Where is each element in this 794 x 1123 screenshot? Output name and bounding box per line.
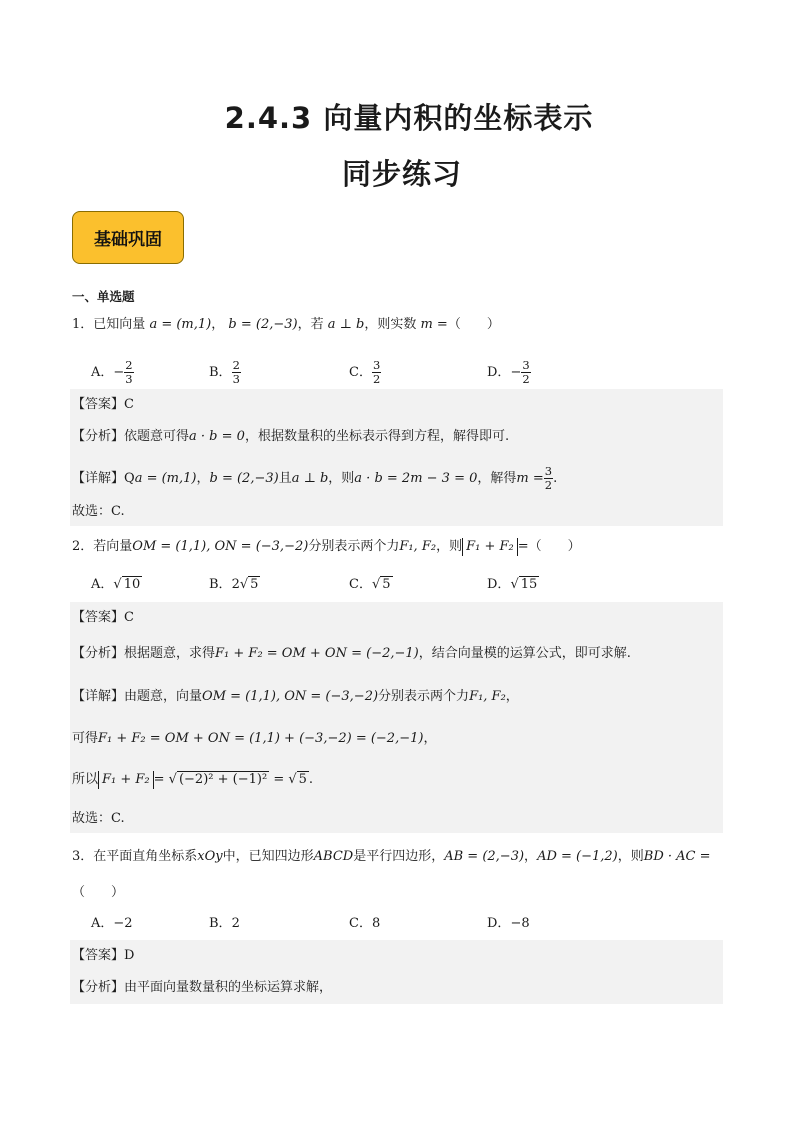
analysis-text: 由平面向量数量积的坐标运算求解，: [124, 980, 333, 995]
option-value: −8: [510, 916, 530, 931]
option-d[interactable]: D．√ 15: [487, 577, 538, 592]
detail-text: 所以: [72, 772, 99, 787]
option-label: A．: [91, 365, 114, 380]
radicand: 5: [298, 772, 307, 787]
question-text: 若向量: [93, 539, 133, 554]
analysis-line: [72, 979, 332, 997]
analysis-tag: 【分析】: [72, 980, 125, 995]
page-subtitle: 同步练习: [341, 157, 462, 191]
denominator: 2: [544, 478, 553, 492]
numerator: 2: [125, 358, 133, 372]
question-text: 是平行四边形，: [353, 849, 445, 864]
math-expr: a = (m,1): [149, 317, 212, 332]
detail-text: ，则: [328, 471, 355, 486]
section-heading: 一、单选题: [72, 289, 135, 304]
answer-tag: 【答案】: [72, 610, 125, 625]
abs-expr: F₁ + F₂: [462, 538, 518, 556]
question-text: 中，已知四边形: [222, 849, 314, 864]
option-label: D．: [487, 365, 511, 380]
option-c[interactable]: C．√ 5: [349, 577, 391, 592]
analysis-text: ，根据数量积的坐标表示得到方程，解得即可.: [244, 429, 510, 444]
question-text: （ ）: [528, 539, 581, 554]
detail-text: ，: [196, 471, 210, 486]
option-c[interactable]: [349, 915, 380, 933]
detail-line: [72, 730, 436, 748]
detail-text: .: [553, 471, 558, 486]
detail-text: ，: [423, 731, 437, 746]
detail-text: 且: [278, 471, 292, 486]
analysis-text: 依题意可得: [124, 429, 190, 444]
numerator: 2: [232, 358, 240, 372]
detail-text: ，解得: [477, 471, 517, 486]
page-title: 2.4.3 向量内积的坐标表示: [224, 101, 594, 135]
math-expr: a · b = 2m − 3 = 0: [354, 471, 478, 486]
option-label: A．: [91, 577, 114, 592]
section-badge: 基础巩固: [72, 211, 184, 264]
question-text: ，: [211, 317, 225, 332]
abs-expr: F₁ + F₂: [98, 771, 154, 789]
option-d[interactable]: [487, 915, 530, 933]
option-b[interactable]: [209, 359, 241, 386]
question-3-tail: （ ）: [72, 885, 125, 900]
fraction: [232, 359, 241, 386]
numerator: 3: [522, 358, 530, 372]
option-b[interactable]: [209, 915, 240, 933]
math-expr: a ⊥ b: [291, 471, 329, 486]
math-expr: AD = (−1,2): [537, 849, 618, 864]
question-text: ，则: [617, 849, 644, 864]
question-text: 分别表示两个力: [308, 539, 400, 554]
detail-text: Q: [124, 471, 135, 486]
option-label: B．: [209, 577, 232, 592]
math-expr: AB = (2,−3): [444, 849, 525, 864]
answer-line: [72, 609, 134, 627]
math-expr: a ⊥ b: [327, 317, 365, 332]
option-label: C．: [349, 577, 372, 592]
detail-line: 所以 F₁ + F₂ = √ (−2)² + (−1)² = √ 5 .: [72, 772, 314, 787]
option-a[interactable]: [91, 359, 134, 386]
question-text: ，: [524, 849, 538, 864]
math-expr: b = (2,−3): [228, 317, 298, 332]
math-expr: b = (2,−3): [209, 471, 279, 486]
math-expr: F₁ + F₂ = OM + ON = (−2,−1): [215, 646, 419, 661]
math-expr: OM = (1,1), ON = (−3,−2): [132, 539, 309, 554]
detail-line: [72, 465, 557, 492]
option-c[interactable]: [349, 359, 381, 386]
fraction: [521, 359, 530, 386]
question-text: ，则: [436, 539, 463, 554]
option-sign: −: [113, 365, 125, 380]
option-value: −2: [113, 916, 133, 931]
detail-tag: 【详解】: [72, 471, 125, 486]
option-coef: 2: [231, 577, 240, 592]
analysis-text: ，结合向量模的运算公式，即可求解.: [418, 646, 631, 661]
option-sign: −: [510, 365, 522, 380]
option-value: 8: [371, 916, 381, 931]
math-expr: a = (m,1): [134, 471, 197, 486]
answer-tag: 【答案】: [72, 397, 125, 412]
question-number: 3．: [72, 849, 94, 864]
math-expr: ABCD: [313, 849, 354, 864]
question-3: [72, 848, 711, 866]
question-number: 2．: [72, 539, 94, 554]
question-text: 在平面直角坐标系: [93, 849, 198, 864]
math-expr: a · b = 0: [189, 429, 245, 444]
numerator: 3: [544, 464, 553, 478]
fraction: [372, 359, 381, 386]
option-d[interactable]: [487, 359, 531, 386]
radicand: (−2)² + (−1)²: [178, 772, 268, 787]
answer-line: [72, 947, 134, 965]
denominator: 3: [232, 372, 240, 386]
answer-line: [72, 396, 134, 414]
option-label: B．: [209, 365, 232, 380]
question-number: 1．: [72, 317, 94, 332]
solution-panel-2: [70, 602, 723, 833]
detail-text: .: [308, 772, 314, 787]
option-a[interactable]: [91, 915, 133, 933]
analysis-text: 根据题意，求得: [124, 646, 216, 661]
detail-tag: 【详解】: [72, 689, 125, 704]
option-label: C．: [349, 916, 372, 931]
detail-text: 由题意，向量: [124, 689, 203, 704]
math-expr: =: [517, 539, 529, 554]
radicand: 5: [250, 577, 259, 592]
answer-value: C: [124, 610, 134, 625]
analysis-line: [72, 645, 631, 663]
question-2: [72, 538, 581, 556]
math-expr: F₁ + F₂ = OM + ON = (1,1) + (−3,−2) = (−2,−1): [98, 731, 424, 746]
option-a[interactable]: A．√ 10: [91, 577, 141, 592]
detail-text: 分别表示两个力: [378, 689, 470, 704]
solution-panel-1: [70, 389, 723, 526]
radicand: 15: [520, 577, 538, 592]
math-expr: xOy: [197, 849, 223, 864]
question-1: [72, 316, 500, 334]
denominator: 2: [372, 372, 381, 386]
option-label: B．: [209, 916, 232, 931]
math-expr: F₁, F₂: [399, 539, 437, 554]
detail-line: [72, 688, 519, 706]
math-expr: =: [153, 772, 165, 787]
numerator: 3: [372, 358, 381, 372]
math-expr: m =: [516, 471, 544, 486]
radicand: 5: [382, 577, 391, 592]
option-label: D．: [487, 916, 511, 931]
math-expr: m =: [420, 317, 448, 332]
math-expr: OM = (1,1), ON = (−3,−2): [202, 689, 379, 704]
analysis-tag: 【分析】: [72, 646, 125, 661]
option-label: C．: [349, 365, 372, 380]
question-text: 已知向量: [93, 317, 146, 332]
answer-value: D: [124, 948, 135, 963]
question-text: ，若: [297, 317, 324, 332]
fraction: [124, 359, 133, 386]
math-expr: BD · AC =: [643, 849, 711, 864]
option-label: A．: [91, 916, 114, 931]
option-b[interactable]: B．2√ 5: [209, 577, 259, 592]
math-expr: =: [273, 772, 285, 787]
denominator: 3: [125, 372, 133, 386]
conclusion-line: 故选：C.: [72, 504, 125, 519]
question-text: ，则实数: [364, 317, 417, 332]
fraction: [544, 465, 553, 492]
denominator: 2: [522, 372, 530, 386]
answer-tag: 【答案】: [72, 948, 125, 963]
answer-value: C: [124, 397, 134, 412]
analysis-line: [72, 428, 509, 446]
detail-text: 可得: [72, 731, 99, 746]
option-label: D．: [487, 577, 511, 592]
question-text: （ ）: [447, 317, 500, 332]
conclusion-line: 故选：C.: [72, 811, 125, 826]
detail-text: ，: [505, 689, 519, 704]
radicand: 10: [123, 577, 141, 592]
math-expr: F₁, F₂: [469, 689, 506, 704]
option-value: 2: [231, 916, 240, 931]
analysis-tag: 【分析】: [72, 429, 125, 444]
